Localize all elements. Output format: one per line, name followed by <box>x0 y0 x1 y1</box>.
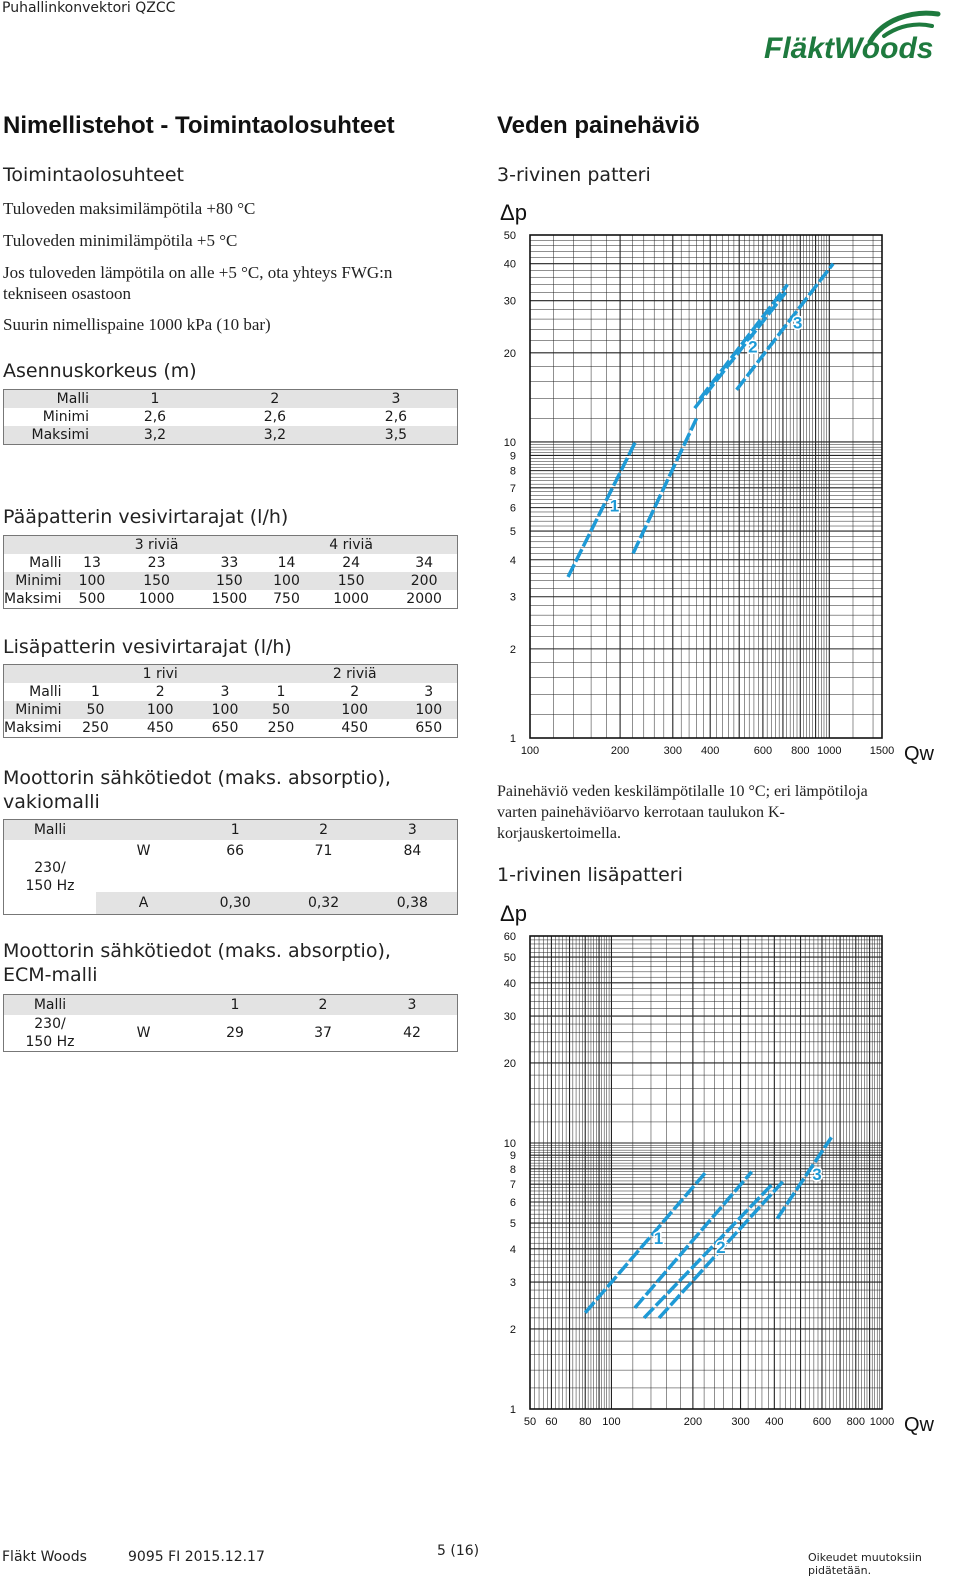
y-tick-label: 6 <box>509 502 516 515</box>
series-line-2 <box>644 1184 772 1318</box>
x-tick-label: 400 <box>701 745 720 757</box>
y-tick-label: 9 <box>509 450 516 463</box>
table-cell: 1000 <box>138 591 175 607</box>
x-tick-label: 300 <box>663 745 682 757</box>
condition-line: Tuloveden minimilämpötila +5 °C <box>3 231 238 250</box>
table-cell: 66 <box>226 843 245 859</box>
y-tick-label: 1 <box>509 733 516 745</box>
y-tick-label: 6 <box>509 1197 516 1210</box>
table-cell: 34 <box>415 555 434 571</box>
table-cell: 23 <box>147 555 166 571</box>
y-tick-label: 40 <box>503 977 516 990</box>
main-coil-table <box>3 535 458 609</box>
x-tick-label: 100 <box>520 745 540 757</box>
table-cell: 71 <box>314 843 333 859</box>
y-tick-label: 30 <box>503 1011 516 1024</box>
table-cell: 150 <box>311 572 391 590</box>
install-height-table <box>3 389 458 445</box>
table-cell: 2 <box>279 820 367 841</box>
table-cell: 100 <box>309 701 401 719</box>
table-cell: 3 <box>335 390 458 409</box>
y-tick-label: 1 <box>509 1404 516 1416</box>
table-cell: Maksimi <box>4 720 62 736</box>
install-height-heading: Asennuskorkeus (m) <box>3 360 197 382</box>
table-cell: 2,6 <box>263 409 287 425</box>
y-tick-label: 50 <box>503 952 516 965</box>
table-cell: 1 <box>276 684 286 700</box>
table-row <box>4 701 458 719</box>
y-tick-label: 9 <box>509 1150 516 1163</box>
table-cell: Minimi <box>4 572 68 590</box>
table-row <box>4 426 458 445</box>
series-label-2: 2 <box>716 1238 726 1258</box>
series-label-2: 2 <box>748 337 758 357</box>
table-cell: 3 <box>368 820 458 841</box>
table-cell: 1 <box>95 390 215 409</box>
page-title: Nimellistehot - Toimintaolosuhteet <box>3 112 395 139</box>
y-axis-label: Δp <box>500 200 527 225</box>
table-cell: 2000 <box>406 591 442 607</box>
x-tick-label: 50 <box>523 1416 537 1428</box>
chart2-heading: 1-rivinen lisäpatteri <box>497 864 683 886</box>
pressure-drop-title: Veden painehäviö <box>497 112 700 139</box>
voltage-line1: 230/ <box>34 1016 66 1032</box>
x-tick-label: 80 <box>579 1416 592 1428</box>
x-tick-label: 800 <box>791 745 810 757</box>
y-tick-label: 20 <box>503 347 516 360</box>
table-cell: 3 <box>367 995 458 1016</box>
y-tick-label: 7 <box>509 482 516 495</box>
table-cell: 100 <box>197 701 253 719</box>
table-cell: 3 <box>424 684 434 700</box>
flaktwoods-logo <box>762 6 952 76</box>
y-tick-label: 2 <box>509 1323 516 1336</box>
table-cell <box>96 820 191 841</box>
footer-doc-code: 9095 FI 2015.12.17 <box>128 1549 265 1565</box>
table-cell: 29 <box>226 1025 244 1041</box>
table-cell: 84 <box>403 843 422 859</box>
table-cell: 3 riviä <box>116 536 196 555</box>
table-cell: 3,2 <box>95 426 215 445</box>
y-tick-label: 20 <box>503 1057 516 1070</box>
table-cell: 450 <box>146 720 174 736</box>
x-tick-label: 100 <box>602 1416 621 1428</box>
table-cell: 2 riviä <box>309 665 401 684</box>
note-line: Painehäviö veden keskilämpötilalle 10 °C; eri lämpötiloja <box>497 783 868 800</box>
table-cell: 200 <box>391 572 457 590</box>
table-row <box>4 390 458 409</box>
series-label-1: 1 <box>609 496 620 516</box>
document-product-label: Puhallinkonvektori QZCC <box>2 0 176 16</box>
voltage-line2: 150 Hz <box>25 878 75 894</box>
motor-ecm-table <box>3 994 458 1052</box>
table-cell: Malli <box>29 684 62 700</box>
x-tick-label: 600 <box>812 1416 832 1428</box>
table-cell: 250 <box>267 720 295 736</box>
table-cell: Minimi <box>4 701 68 719</box>
y-tick-label: 60 <box>503 931 516 943</box>
footer-rights: Oikeudet muutoksiin pidätetään. <box>808 1551 922 1577</box>
table-cell: 250 <box>82 720 109 736</box>
table-cell: 650 <box>415 720 443 736</box>
table-cell: 0,38 <box>368 892 458 915</box>
table-row <box>4 572 458 590</box>
y-axis-label: Δp <box>500 901 527 926</box>
table-cell: 450 <box>341 720 369 736</box>
motor-std-table <box>3 819 458 915</box>
series-line-1 <box>568 442 635 577</box>
note-line: varten painehäviöarvo kerrotaan taulukon K- <box>497 804 785 821</box>
note-line: korjauskertoimella. <box>497 825 621 842</box>
x-tick-label: 1000 <box>817 745 842 757</box>
table-cell: W <box>136 843 151 859</box>
table-cell <box>96 995 191 1016</box>
table-cell: 3,2 <box>215 426 335 445</box>
y-tick-label: 40 <box>503 258 516 271</box>
table-cell: 500 <box>78 591 106 607</box>
y-tick-label: 10 <box>503 1137 516 1150</box>
table-cell: 1 <box>191 820 279 841</box>
table-cell: 3,5 <box>335 426 458 445</box>
table-cell: 3 <box>220 684 230 700</box>
table-row <box>4 408 458 426</box>
table-cell: 1 rivi <box>123 665 197 684</box>
table-cell: 13 <box>83 555 101 571</box>
table-cell: 2,6 <box>143 409 167 425</box>
table-cell: 1 <box>191 995 279 1016</box>
table-cell: 100 <box>400 701 457 719</box>
table-cell: 100 <box>262 572 311 590</box>
table-cell: 150 <box>197 572 262 590</box>
footer-company: Fläkt Woods <box>2 1549 87 1565</box>
x-axis-label: Qw <box>904 743 934 765</box>
table-row <box>4 840 458 862</box>
y-tick-label: 10 <box>503 436 516 449</box>
motor-std-heading-line2: vakiomalli <box>3 791 100 813</box>
y-tick-label: 2 <box>509 643 516 656</box>
table-cell: 50 <box>67 701 123 719</box>
motor-std-heading-line1: Moottorin sähkötiedot (maks. absorptio), <box>3 767 391 789</box>
series-label-1: 1 <box>653 1229 664 1249</box>
motor-ecm-heading-line2: ECM-malli <box>3 964 98 986</box>
x-tick-label: 300 <box>731 1416 750 1428</box>
table-cell: Malli <box>29 555 62 571</box>
x-tick-label: 200 <box>610 745 630 757</box>
table-row <box>4 536 458 555</box>
x-tick-label: 600 <box>753 745 773 757</box>
table-cell: 1500 <box>211 591 248 607</box>
table-cell: 100 <box>67 572 116 590</box>
table-cell: Malli <box>4 820 97 841</box>
table-cell: 2 <box>279 995 367 1016</box>
table-cell: 4 riviä <box>311 536 391 555</box>
table-cell: A <box>96 892 191 915</box>
y-tick-label: 7 <box>509 1179 516 1192</box>
table-row <box>4 590 458 609</box>
table-cell: Maksimi <box>4 426 96 445</box>
x-tick-label: 60 <box>545 1416 558 1428</box>
y-tick-label: 4 <box>509 554 516 567</box>
table-cell: W <box>136 1025 151 1041</box>
table-cell: 0,32 <box>279 892 367 915</box>
table-cell: 2,6 <box>384 409 408 425</box>
table-cell: 50 <box>253 701 309 719</box>
table-cell: 2 <box>215 390 335 409</box>
y-tick-label: 3 <box>509 1277 516 1290</box>
table-cell: 1 <box>90 684 100 700</box>
y-tick-label: 5 <box>509 526 516 539</box>
table-cell: 2 <box>350 684 360 700</box>
table-row <box>4 995 458 1016</box>
y-tick-label: 5 <box>509 1218 516 1231</box>
x-tick-label: 400 <box>765 1416 784 1428</box>
table-row <box>4 665 458 684</box>
table-cell: 1000 <box>333 591 369 607</box>
table-cell: Minimi <box>42 409 89 425</box>
table-cell: Malli <box>4 390 96 409</box>
table-cell: 0,30 <box>191 892 279 915</box>
condition-line: Jos tuloveden lämpötila on alle +5 °C, ota yhteys FWG:n <box>3 263 393 282</box>
table-cell: 33 <box>220 555 239 571</box>
main-coil-heading: Pääpatterin vesivirtarajat (l/h) <box>3 506 289 528</box>
y-tick-label: 8 <box>509 1163 516 1176</box>
pressure-drop-chart-3-row <box>490 195 960 770</box>
aux-coil-heading: Lisäpatterin vesivirtarajat (l/h) <box>3 636 292 658</box>
table-cell: 650 <box>211 720 239 736</box>
motor-ecm-heading-line1: Moottorin sähkötiedot (maks. absorptio), <box>3 940 391 962</box>
table-cell: 37 <box>314 1025 332 1041</box>
table-row <box>4 820 458 841</box>
chart1-heading: 3-rivinen patteri <box>497 164 651 186</box>
x-axis-label: Qw <box>904 1414 934 1436</box>
table-cell: 42 <box>403 1025 421 1041</box>
table-cell: 24 <box>342 555 361 571</box>
table-cell: 150 <box>116 572 196 590</box>
brand-name: FläktWoods <box>764 32 934 65</box>
series-line-1 <box>633 418 696 553</box>
x-tick-label: 1500 <box>869 745 895 757</box>
table-row <box>4 1015 458 1052</box>
y-tick-label: 30 <box>503 295 516 308</box>
voltage-line1: 230/ <box>34 860 66 876</box>
series-line-1 <box>585 1172 706 1313</box>
pressure-drop-chart-1-row <box>490 895 960 1445</box>
series-label-3: 3 <box>792 313 803 333</box>
page-number: 5 (16) <box>437 1543 480 1559</box>
condition-line: tekniseen osastoon <box>3 284 131 303</box>
y-tick-label: 4 <box>509 1243 516 1256</box>
condition-line: Tuloveden maksimilämpötila +80 °C <box>3 199 256 218</box>
series-label-3: 3 <box>812 1164 822 1184</box>
y-tick-label: 3 <box>509 591 516 604</box>
aux-coil-table <box>3 664 458 738</box>
y-tick-label: 50 <box>503 230 516 242</box>
x-tick-label: 1000 <box>869 1416 895 1428</box>
table-cell: 14 <box>277 555 296 571</box>
conditions-heading: Toimintaolosuhteet <box>3 164 184 186</box>
table-row <box>4 683 458 701</box>
condition-line: Suurin nimellispaine 1000 kPa (10 bar) <box>3 315 271 334</box>
table-cell: Malli <box>4 995 97 1016</box>
table-row <box>4 719 458 738</box>
y-tick-label: 8 <box>509 465 516 478</box>
table-cell: 2 <box>155 684 165 700</box>
voltage-line2: 150 Hz <box>25 1034 75 1050</box>
table-cell <box>67 536 116 555</box>
table-cell: 100 <box>123 701 197 719</box>
plot-frame <box>530 936 882 1409</box>
table-cell: 750 <box>273 591 300 607</box>
table-cell: Maksimi <box>4 591 62 607</box>
x-tick-label: 800 <box>846 1416 865 1428</box>
x-tick-label: 200 <box>683 1416 703 1428</box>
table-row <box>4 554 458 572</box>
